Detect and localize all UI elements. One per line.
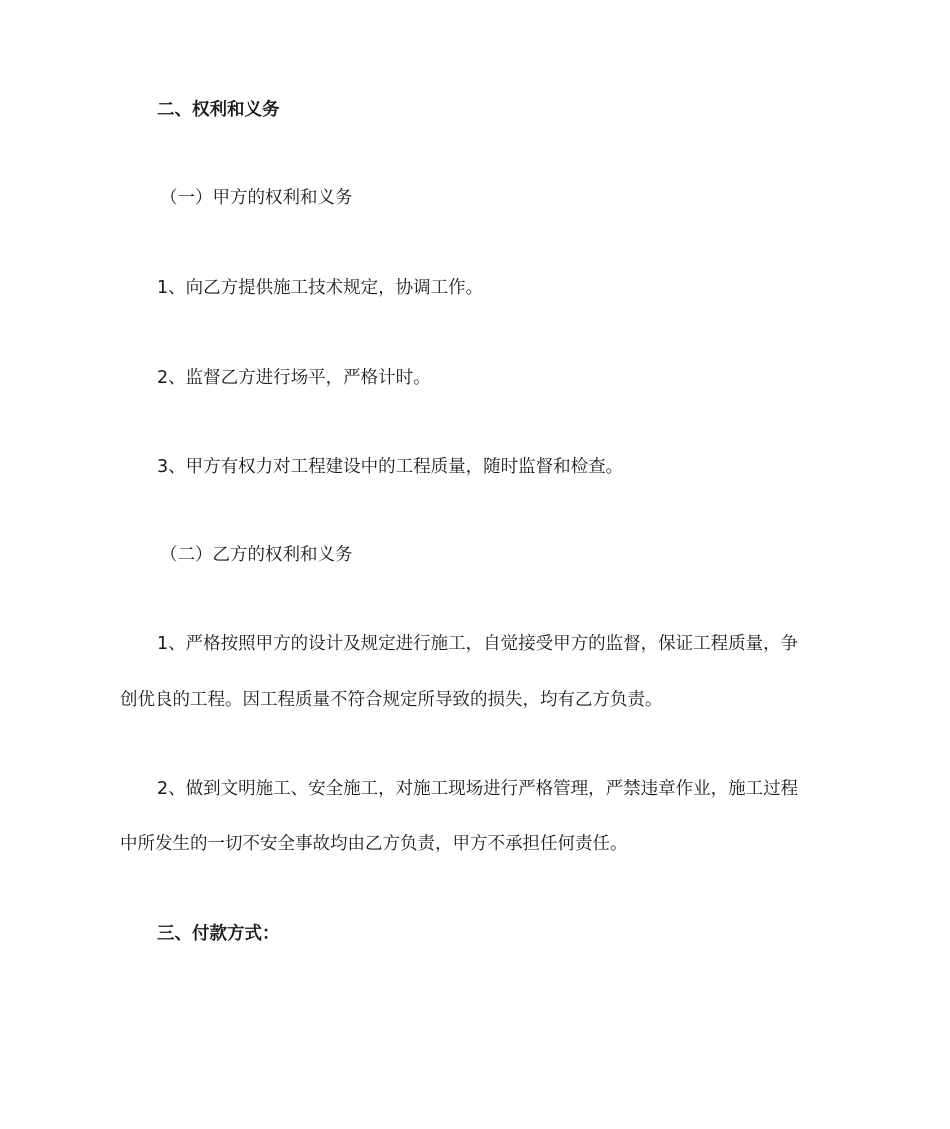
party-a-subheading: （一）甲方的权利和义务 <box>160 188 353 208</box>
party-b-item-2-line-2: 中所发生的一切不安全事故均由乙方负责，甲方不承担任何责任。 <box>120 834 628 854</box>
party-b-item-1-line-1: 1、严格按照甲方的设计及规定进行施工，自觉接受甲方的监督，保证工程质量，争 <box>157 634 799 654</box>
party-a-item-3: 3、甲方有权力对工程建设中的工程质量，随时监督和检查。 <box>157 457 624 477</box>
section-heading-payment: 三、付款方式： <box>157 924 280 944</box>
party-b-item-2-line-1: 2、做到文明施工、安全施工，对施工现场进行严格管理，严禁违章作业，施工过程 <box>157 779 799 799</box>
party-a-item-2: 2、监督乙方进行场平，严格计时。 <box>157 368 431 388</box>
party-b-subheading: （二）乙方的权利和义务 <box>160 545 353 565</box>
party-a-item-1: 1、向乙方提供施工技术规定，协调工作。 <box>157 278 484 298</box>
party-b-item-1-line-2: 创优良的工程。因工程质量不符合规定所导致的损失，均有乙方负责。 <box>120 690 663 710</box>
section-heading-rights-obligations: 二、权利和义务 <box>157 100 280 120</box>
